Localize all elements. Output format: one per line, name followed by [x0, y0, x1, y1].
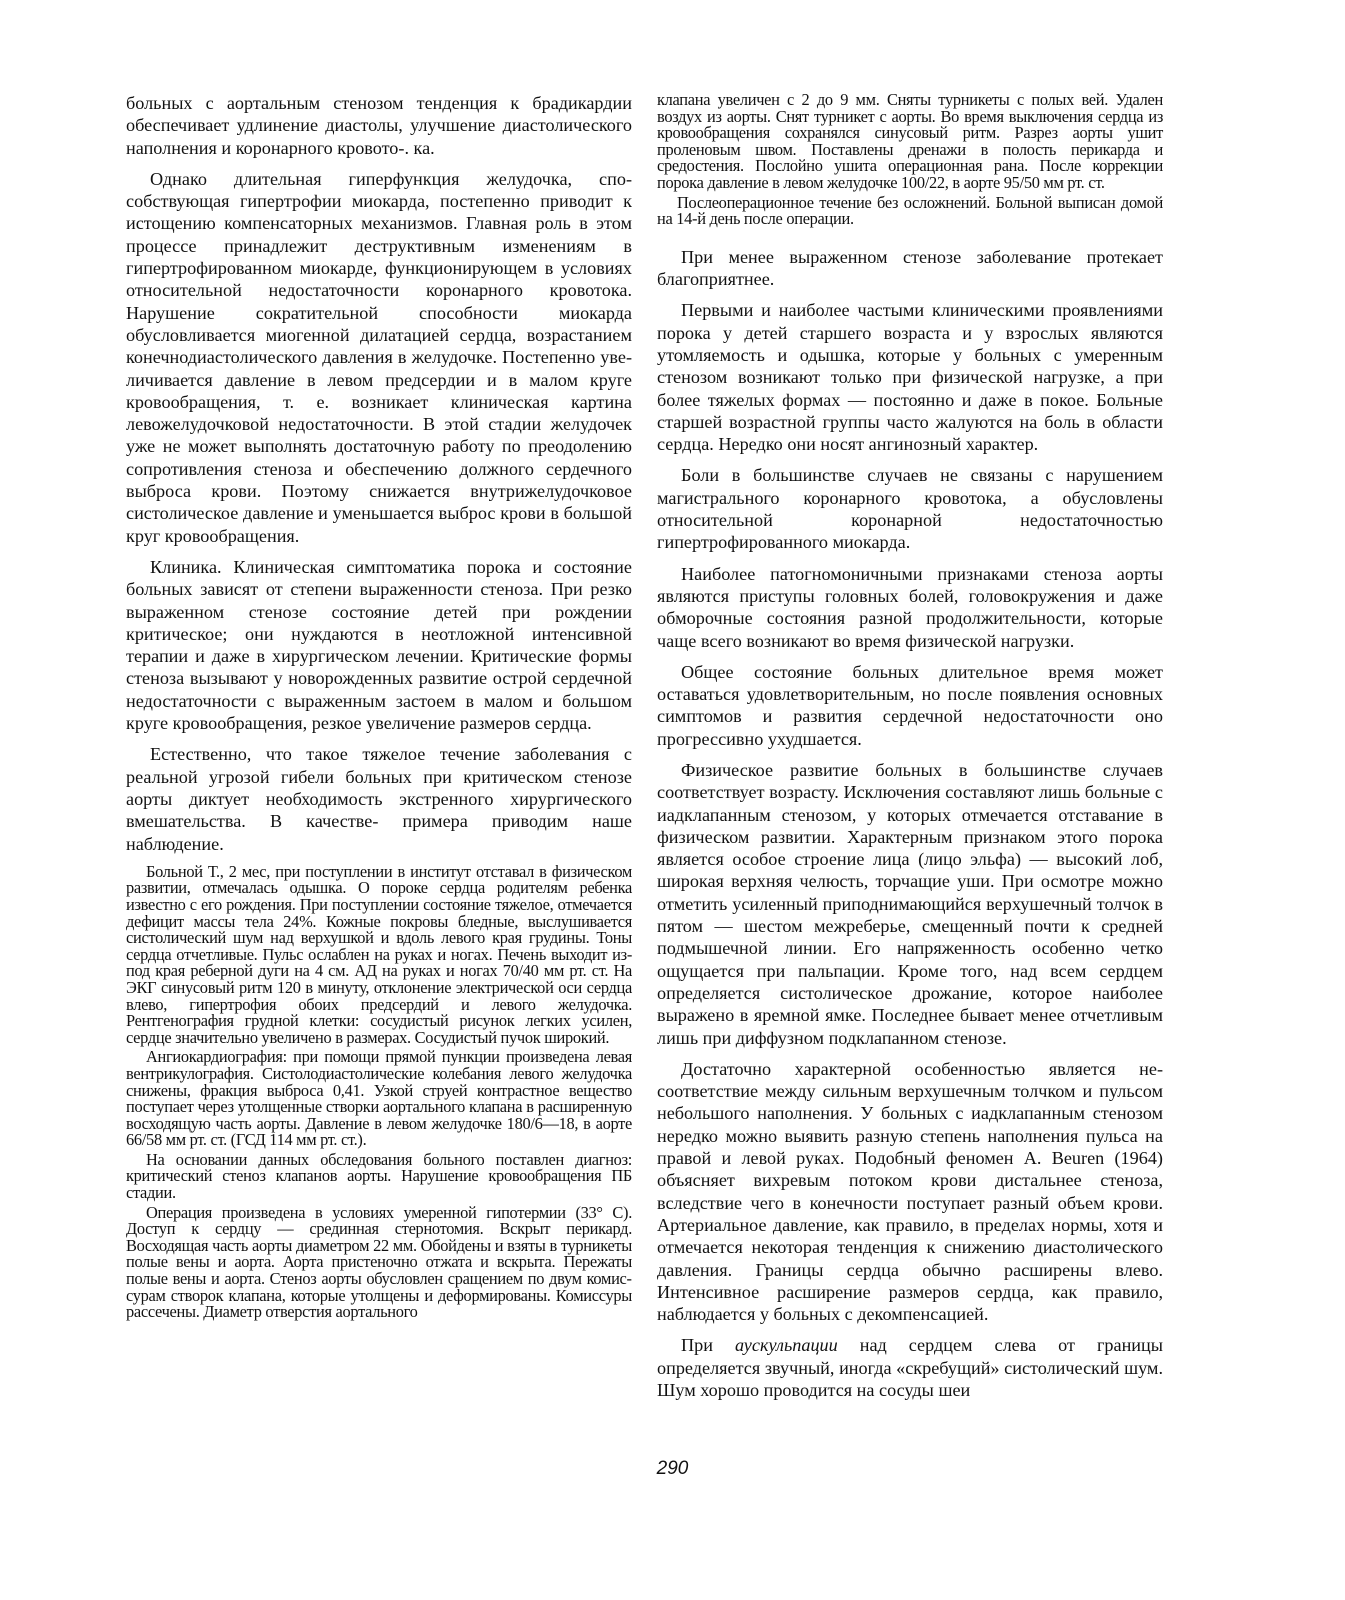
page-number: 290	[656, 1458, 689, 1479]
text-run: При	[681, 1335, 735, 1356]
case-report-paragraph: Ангиокардиография: при помощи прямой пункции произведена левая вентрикулография. Систолодиастолические колебания левого желудочка снижены, фракция выброса 0,41. Узкой струей контрастное вещество поступает через утолщенные створки аортального клапана в расширенную восходящую часть аорты. Давление в левом желудочке 180/6—18, в аорте 66/58 мм рт. ст. (ГСД 114 мм рт. ст.).	[126, 1047, 632, 1150]
right-column	[657, 92, 1163, 1410]
case-report-paragraph: На основании данных обследования больного поставлен диагноз: критический стеноз клапанов аорты. Нарушение кровообращения ПБ стадии.	[126, 1149, 632, 1203]
paragraph: больных с аортальным стенозом тенденция к брадикардии обеспечивает удлинение диастолы, улучшение диастолического наполнения и коронарного кровото-. ка.	[126, 93, 632, 158]
paragraph: При менее выраженном стенозе заболевание протекает благоприятнее.	[657, 246, 1163, 290]
paragraph: Первыми и наиболее частыми клиническими проявлениями порока у детей старшего возраста и у взрослых являются утомляемость и одышка, которые у больных с умеренным стенозом возникают только при физической нагрузке, а при более тяжелых формах — постоянно и даже в покое. Больные старшей возрастной группы часто жалуются на боль в области сердца. Нередко они носят ангинозный характер.	[657, 300, 1163, 455]
paragraph: Физическое развитие больных в большинстве случаев соответствует возрасту. Исключения составляют лишь больные с иадклапанным стенозом, у которых отмечается отставание в физическом развитии. Характерным признаком этого порока является особое строение лица (лицо эльфа) — высокий лоб, широкая верхняя челюсть, торчащие уши. При осмотре можно отметить усиленный приподнимающийся верхушечный толчок в пятом — шестом межреберье, смещенный почти к средней подмышечной линии. Его напряженность особенно четко ощущается при пальпации. Кроме того, над всем сердцем определяется систолическое дрожание, которое наиболее выражено в яремной ямке. Последнее бывает менее отчетливым лишь при диффузном подклапанном стенозе.	[657, 759, 1163, 1048]
case-report-paragraph: клапана увеличен с 2 до 9 мм. Сняты турникеты с полых вей. Удален воздух из аорты. Снят турникет с аорты. Во время выключения сердца из кровообращения сохранялся синусовый ритм. Разрез аорты ушит проленовым швом. Поставлены дренажи в полость перикарда и средостения. Послойно ушита операционная рана. После коррекции порока давление в левом желудочке 100/22, в аорте 95/50 мм рт. ст.	[657, 90, 1163, 192]
emphasis-text: аускульпации	[734, 1335, 838, 1356]
paragraph-auscultation	[657, 1334, 1163, 1401]
paragraph: Боли в большинстве случаев не связаны с нарушением магистрального коронарного кровотока, а обусловлены относительной коронарной недостаточностью гипертрофированного миокарда.	[657, 465, 1163, 553]
paragraph: Достаточно характерной особенностью является несоответствие между сильным верхушечным толчком и пульсом небольшого наполнения. У больных с иадклапанным стенозом нередко можно выявить разную степень наполнения пульса на правой и левой руках. Подобный феномен А. Beuren (1964) объясняет вихревым потоком крови дистальнее стеноза, вследствие чего в конечности поступает разный объем крови. Артериальное давление, как правило, в пределах нормы, хотя и отмечается некоторая тенденция к снижению диастолического давления. Границы сердца обычно расширены влево. Интенсивное расширение размеров сердца, как правило, наблюдается у больных с декомпенсацией.	[657, 1058, 1163, 1325]
paragraph: Наиболее патогномоничными признаками стеноза аорты являются приступы головных болей, головокружения и даже обморочные состояния разной продолжительности, которые чаще всего возникают во время физической нагрузки.	[657, 563, 1163, 651]
paragraph-clinic: Клиника. Клиническая симптоматика порока и состояние больных зависят от степени выраженности стеноза. При резко выраженном стенозе состояние детей при рождении критическое; они нуждаются в неотложной интенсивной терапии и даже в хирургическом лечении. Критические формы стеноза вызывают у новорожденных развитие острой сердечной недостаточности с выраженным застоем в малом и большом круге кровообращения, резкое увеличение размеров сердца.	[126, 556, 632, 734]
text-run: над сердцем слева от границы определяется звучный, иногда «скребущий» систолический шум. Шум хорошо проводится на сосуды шеи	[657, 1335, 1163, 1400]
paragraph: Естественно, что такое тяжелое течение заболевания с реальной угрозой гибели больных при критическом стенозе аорты диктует необходимость экстренного хирургического вмешательства. В качестве- примера приводим наше наблюдение.	[126, 744, 632, 854]
paragraph: Общее состояние больных длительное время может оставаться удовлетворительным, но после появления основных симптомов и развития сердечной недостаточности оно прогрессивно ухудшается.	[657, 661, 1163, 749]
paragraph: Однако длительная гиперфункция желудочка, способствующая гипертрофии миокарда, постепенно приводит к истощению компенсаторных механизмов. Главная роль в этом процессе принадлежит деструктивным изменениям в гипертрофированном миокарде, функционирующем в условиях относительной недостаточности коронарного кровотока. Нарушение сократительной способности миокарда обусловливается миогенной дилатацией сердца, возрастанием конечнодиастолического давления в желудочке. Постепенно увеличивается давление в левом предсердии и в малом круге кровообращения, т. е. возникает клиническая картина левожелудочковой недостаточности. В этой стадии желудочек уже не может выполнять достаточную работу по преодолению сопротивления стеноза и обеспечению должного сердечного выброса крови. Поэтому снижается внутрижелудочковое систолическое давление и уменьшается выброс крови в большой круг кровообращения.	[126, 168, 632, 546]
case-report-paragraph: Операция произведена в условиях умеренной гипотермии (33° С). Доступ к сердцу — срединная стернотомия. Вскрыт перикард. Восходящая часть аорты диаметром 22 мм. Обойдены и взяты в турникеты полые вены и аорта. Аорта пристеночно отжата и вскрыта. Пережаты полые вены и аорта. Стеноз аорты обусловлен сращением по двум комиссурам створок клапана, которые утолщены и деформированы. Комиссуры рассечены. Диаметр отверстия аортального	[126, 1202, 632, 1322]
case-report-paragraph: Больной Т., 2 мес, при поступлении в институт отставал в физическом развитии, отмечалась одышка. О пороке сердца родителям ребенка известно с его рождения. При поступлении состояние тяжелое, отмечается дефицит массы тела 24%. Кожные покровы бледные, выслушивается систолический шум над верхушкой и вдоль левого края грудины. Тоны сердца отчетливые. Пульс ослаблен на руках и ногах. Печень выходит из-под края реберной дуги на 4 см. АД на руках и ногах 70/40 мм рт. ст. На ЭКГ синусовый ритм 120 в минуту, отклонение электрической оси сердца влево, гипертрофия обоих предсердий и левого желудочка. Рентгенография грудной клетки: сосудистый рисунок легких усилен, сердце значительно увеличено в размерах. Сосудистый пучок широкий.	[126, 861, 632, 1047]
case-report-paragraph: Послеоперационное течение без осложнений. Больной выписан домой на 14-й день после операции.	[657, 192, 1163, 229]
left-column	[126, 92, 632, 1324]
